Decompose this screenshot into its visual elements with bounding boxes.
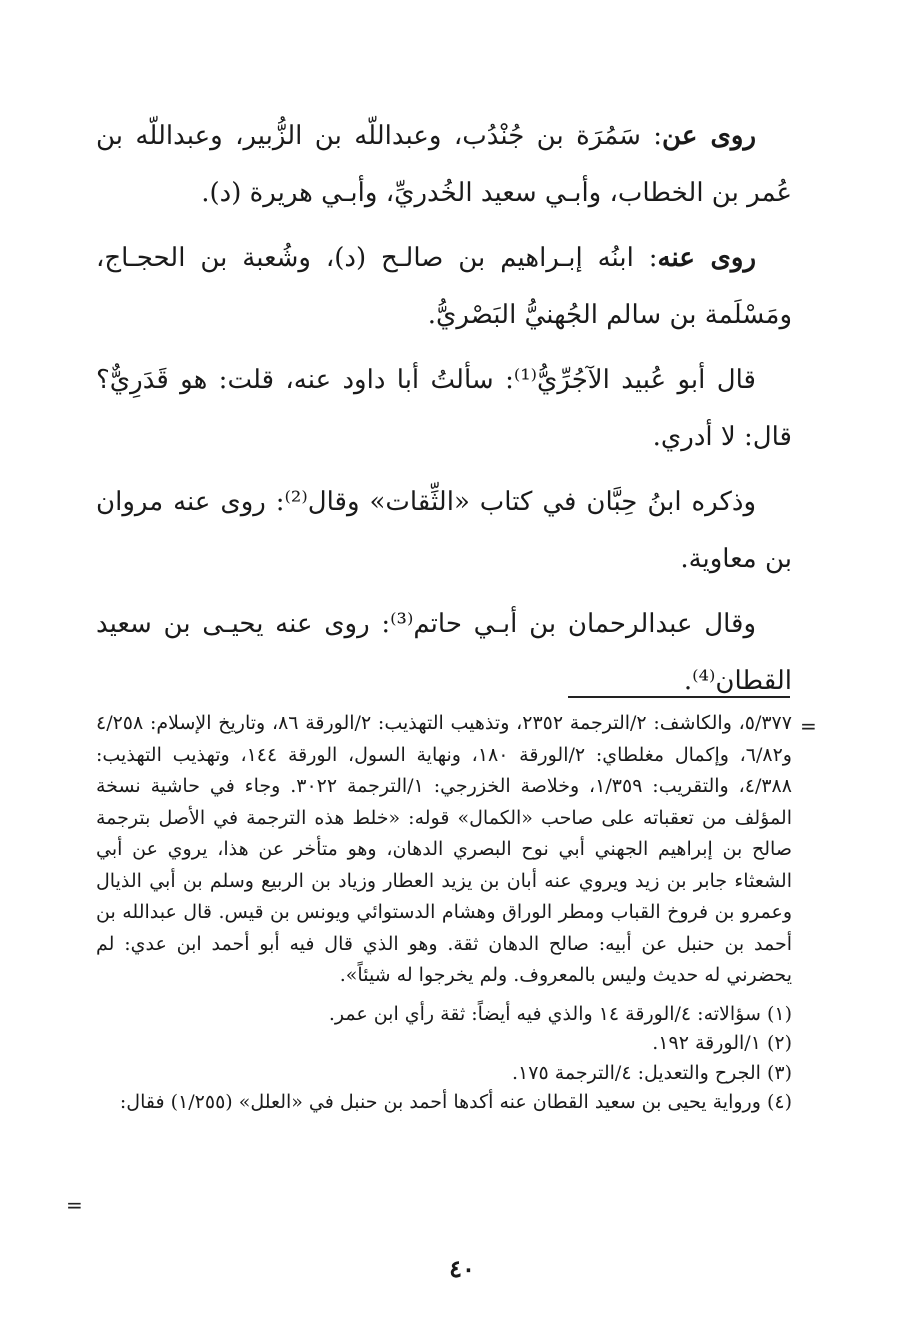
continuation-mark-top: =: [800, 714, 817, 738]
main-text: [96, 108, 792, 718]
footnote-continuation: ٥/٣٧٧، والكاشف: ٢/الترجمة ٢٣٥٢، وتذهيب التهذيب: ٢/الورقة ٨٦، وتاريخ الإسلام: ٤/٢٥٨ و٦/٨٢، وإكمال مغلطاي: ٢/الورقة ١٨٠، ونهاية السول، الورقة ١٤٤، وتهذيب التهذيب: ٤/٣٨٨، والتقريب: ١/٣٥٩، وخلاصة الخزرجي: ١/الترجمة ٣٠٢٢. وجاء في حاشية نسخة المؤلف من تعقباته على صاحب «الكمال» قوله: «خلط هذه الترجمة في الأصل بترجمة صالح بن إبراهيم الجهني أبي نوح البصري الدهان، وهو متأخر عن هذا، يروي عن أبي الشعثاء جابر بن زيد ويروي عنه أبان بن يزيد العطار وزياد بن الربيع وسلم بن أبي الذيال وعمرو بن فروخ القباب ومطر الوراق وهشام الدستوائي ويونس بن قيس. قال عبدالله بن أحمد بن حنبل عن أبيه: صالح الدهان ثقة. وهو الذي قال فيه أبو أحمد ابن عدي: لم يحضرني له حديث وليس بالمعروف. ولم يخرجوا له شيئاً».: [96, 712, 792, 986]
label-narrated-by: روى عنه: [657, 243, 757, 273]
paragraph-ibn-abi-hatim: وقال عبدالرحمان بن أبـي حاتم⁽³⁾: روى عنه يحيـى بن سعيد القطان⁽⁴⁾.: [96, 609, 792, 696]
footnote-list: [96, 1000, 792, 1118]
footnote-1: (١) سؤالاته: ٤/الورقة ١٤ والذي فيه أيضاً: ثقة رأي ابن عمر.: [328, 1002, 792, 1025]
paragraph-narrated-by: [96, 230, 792, 344]
paragraph-ajurri: قال أبو عُبيد الآجُرِّيُّ⁽¹⁾: سألتُ أبا داود عنه، قلت: هو قَدَرِيٌّ؟ قال: لا أدري.: [96, 365, 792, 452]
paragraph-narrated-from: [96, 108, 792, 222]
footnote-separator: [568, 696, 790, 698]
paragraph-ibn-hibban: وذكره ابنُ حِبَّان في كتاب «الثِّقات» وقال⁽²⁾: روى عنه مروان بن معاوية.: [96, 487, 792, 574]
footnote-3: (٣) الجرح والتعديل: ٤/الترجمة ١٧٥.: [512, 1061, 792, 1084]
label-narrated-from: روى عن: [662, 121, 756, 151]
text-narrated-by: : ابنُه إبـراهيم بن صالـح (د)، وشُعبة بن الحجـاج، ومَسْلَمة بن سالم الجُهنيُّ البَصْريُّ.: [96, 243, 792, 330]
text-narrated-from: : سَمُرَة بن جُنْدُب، وعبداللّه بن الزُّبير، وعبداللّه بن عُمر بن الخطاب، وأبـي سعيد الخُدريِّ، وأبـي هريرة (د).: [96, 121, 792, 208]
footnotes: [96, 708, 792, 1118]
footnote-2: (٢) ١/الورقة ١٩٢.: [652, 1032, 792, 1054]
page-number: ٤٠: [449, 1254, 475, 1283]
continuation-mark-bottom: =: [66, 1193, 83, 1217]
footnote-4: (٤) ورواية يحيى بن سعيد القطان عنه أكدها أحمد بن حنبل في «العلل» (١/٢٥٥) فقال:: [119, 1091, 792, 1113]
